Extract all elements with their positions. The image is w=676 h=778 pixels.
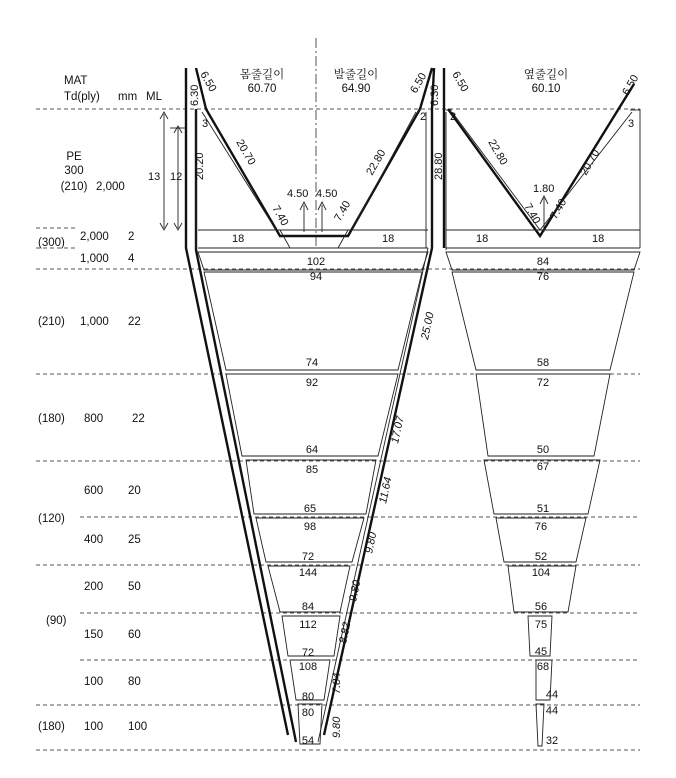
panel-top: 98: [303, 521, 317, 533]
panel-top: 85: [305, 464, 319, 476]
foot-length-value: 64.90: [341, 83, 371, 95]
center-right-value: 4.50: [316, 188, 338, 200]
left-top-edge: 6.50: [197, 69, 219, 95]
panel-top: 67: [536, 461, 550, 473]
panel-bottom: 72: [301, 647, 315, 659]
side-length-value: 60.10: [531, 83, 561, 95]
row-td: (210): [38, 316, 65, 328]
row-ml: 80: [128, 676, 141, 688]
row-mm: 100: [84, 676, 104, 688]
panel-bottom: 50: [536, 444, 550, 456]
row-mm: 2,000: [80, 231, 109, 243]
corner-3: 3: [202, 118, 209, 130]
panel-bottom: 52: [534, 551, 548, 563]
right-top-edge: 6.50: [408, 70, 430, 96]
edge-length: 9.80: [331, 716, 343, 738]
side-slope-right: 20.70: [578, 147, 603, 178]
panel-top: 80: [301, 707, 315, 719]
row-mm: 100: [84, 721, 104, 733]
row-mm: 600: [84, 485, 104, 497]
panel-bottom: 56: [534, 601, 548, 613]
side-belly-right: 18: [592, 233, 605, 245]
row-ml: 2: [128, 231, 135, 243]
side-slope-left: 22.80: [485, 137, 510, 168]
panel-top: 108: [298, 661, 318, 673]
side-corner-2: 2: [450, 111, 457, 123]
row-ml: 20: [128, 485, 141, 497]
panel-bottom: 45: [534, 646, 548, 658]
row-mm: 150: [84, 629, 104, 641]
header-mat: MAT: [64, 75, 88, 87]
panel-top: 44: [545, 705, 559, 717]
right-slope: 22.80: [364, 147, 389, 178]
row-td: (180): [38, 413, 65, 425]
foot-length-label: 발줄길이: [333, 69, 379, 81]
header-ml: ML: [146, 91, 162, 103]
panel-bottom: 80: [301, 691, 315, 703]
side-top-left: 6.50: [449, 69, 471, 95]
side-belly-left: 18: [476, 233, 489, 245]
side-inner-left: 7.40: [521, 201, 543, 227]
panel-bottom: 72: [301, 551, 315, 563]
side-inner-right: 7.40: [548, 196, 570, 222]
row-td: (90): [46, 615, 67, 627]
panel-bottom: 51: [536, 503, 550, 515]
right-inner: 7.40: [332, 198, 354, 224]
row-mm: 400: [84, 534, 104, 546]
panel-bottom: 32: [545, 735, 559, 747]
panel-top: 112: [299, 619, 317, 631]
row-td: (120): [38, 513, 65, 525]
panel-bottom: 94: [309, 271, 323, 283]
header-td: Td(ply): [64, 91, 100, 103]
row-ml: 4: [128, 253, 135, 265]
panel-top: 68: [536, 661, 550, 673]
panel-top: 76: [534, 521, 548, 533]
corner-2: 2: [420, 111, 427, 123]
panel-top: 144: [298, 567, 318, 579]
row-mm: 200: [84, 581, 104, 593]
edge-length: 9.80: [347, 579, 364, 603]
material-label: PE: [66, 151, 82, 163]
wing-height-outer: 13: [148, 171, 161, 183]
dimension-labels: [148, 70, 641, 739]
row-mm: 2,000: [96, 181, 125, 193]
panel-top: 92: [305, 377, 319, 389]
row-ml: 22: [132, 413, 145, 425]
panel-bottom: 65: [303, 503, 317, 515]
edge-length: 11.64: [377, 475, 395, 505]
row-ml: 60: [128, 629, 141, 641]
main-panel-counts: [299, 256, 325, 747]
panel-bottom: 74: [305, 357, 319, 369]
left-side-lower: 20.20: [194, 152, 206, 180]
pe-value: 300: [64, 165, 84, 177]
spec-table: [38, 151, 147, 733]
row-ml: 100: [128, 721, 148, 733]
edge-length: 17.07: [389, 415, 407, 445]
edge-length: 9.80: [363, 531, 380, 555]
left-slope: 20.70: [233, 137, 258, 168]
row-mm: 1,000: [80, 253, 109, 265]
panel-bottom: 64: [305, 444, 319, 456]
row-td: (210): [60, 181, 88, 193]
row-mm: 1,000: [80, 316, 109, 328]
edge-length: 25.00: [419, 311, 437, 341]
panel-top: 72: [536, 377, 550, 389]
row-td: (300): [38, 237, 65, 249]
belly-width-left: 18: [232, 233, 245, 245]
panel-bottom: 44: [545, 689, 559, 701]
panel-top: 75: [534, 619, 548, 631]
belly-width-right: 18: [382, 233, 395, 245]
edge-length: 7.84: [331, 672, 343, 694]
panel-bottom: 84: [301, 601, 315, 613]
panel-top: 104: [531, 567, 551, 579]
panel-bottom: 54: [301, 735, 315, 747]
panel-bottom: 58: [536, 357, 550, 369]
side-corner-3: 3: [628, 118, 635, 130]
left-side-upper: 6.30: [189, 84, 201, 106]
side-length-label: 옆줄길이: [523, 69, 569, 81]
main-net-outline: [186, 68, 434, 742]
side-net-outline: [444, 68, 640, 250]
row-ml: 22: [128, 316, 141, 328]
row-ml: 25: [128, 534, 141, 546]
body-length-value: 60.70: [247, 83, 277, 95]
row-mm: 800: [84, 413, 104, 425]
header-mm: mm: [118, 91, 138, 103]
left-inner: 7.40: [269, 203, 291, 229]
side-center-value: 1.80: [533, 183, 555, 195]
side-top-right: 6.50: [620, 72, 642, 98]
panel-top: 102: [306, 256, 326, 268]
body-length-label: 몸줄길이: [239, 69, 285, 81]
center-left-value: 4.50: [287, 188, 309, 200]
edge-length: 8.82: [337, 621, 354, 645]
row-ml: 50: [128, 581, 141, 593]
right-side: 6.30: [429, 84, 441, 106]
panel-bottom: 76: [536, 271, 550, 283]
wing-height-inner: 12: [170, 171, 183, 183]
row-td: (180): [38, 721, 65, 733]
right-side-lower: 28.80: [433, 152, 445, 180]
panel-top: 84: [536, 256, 550, 268]
